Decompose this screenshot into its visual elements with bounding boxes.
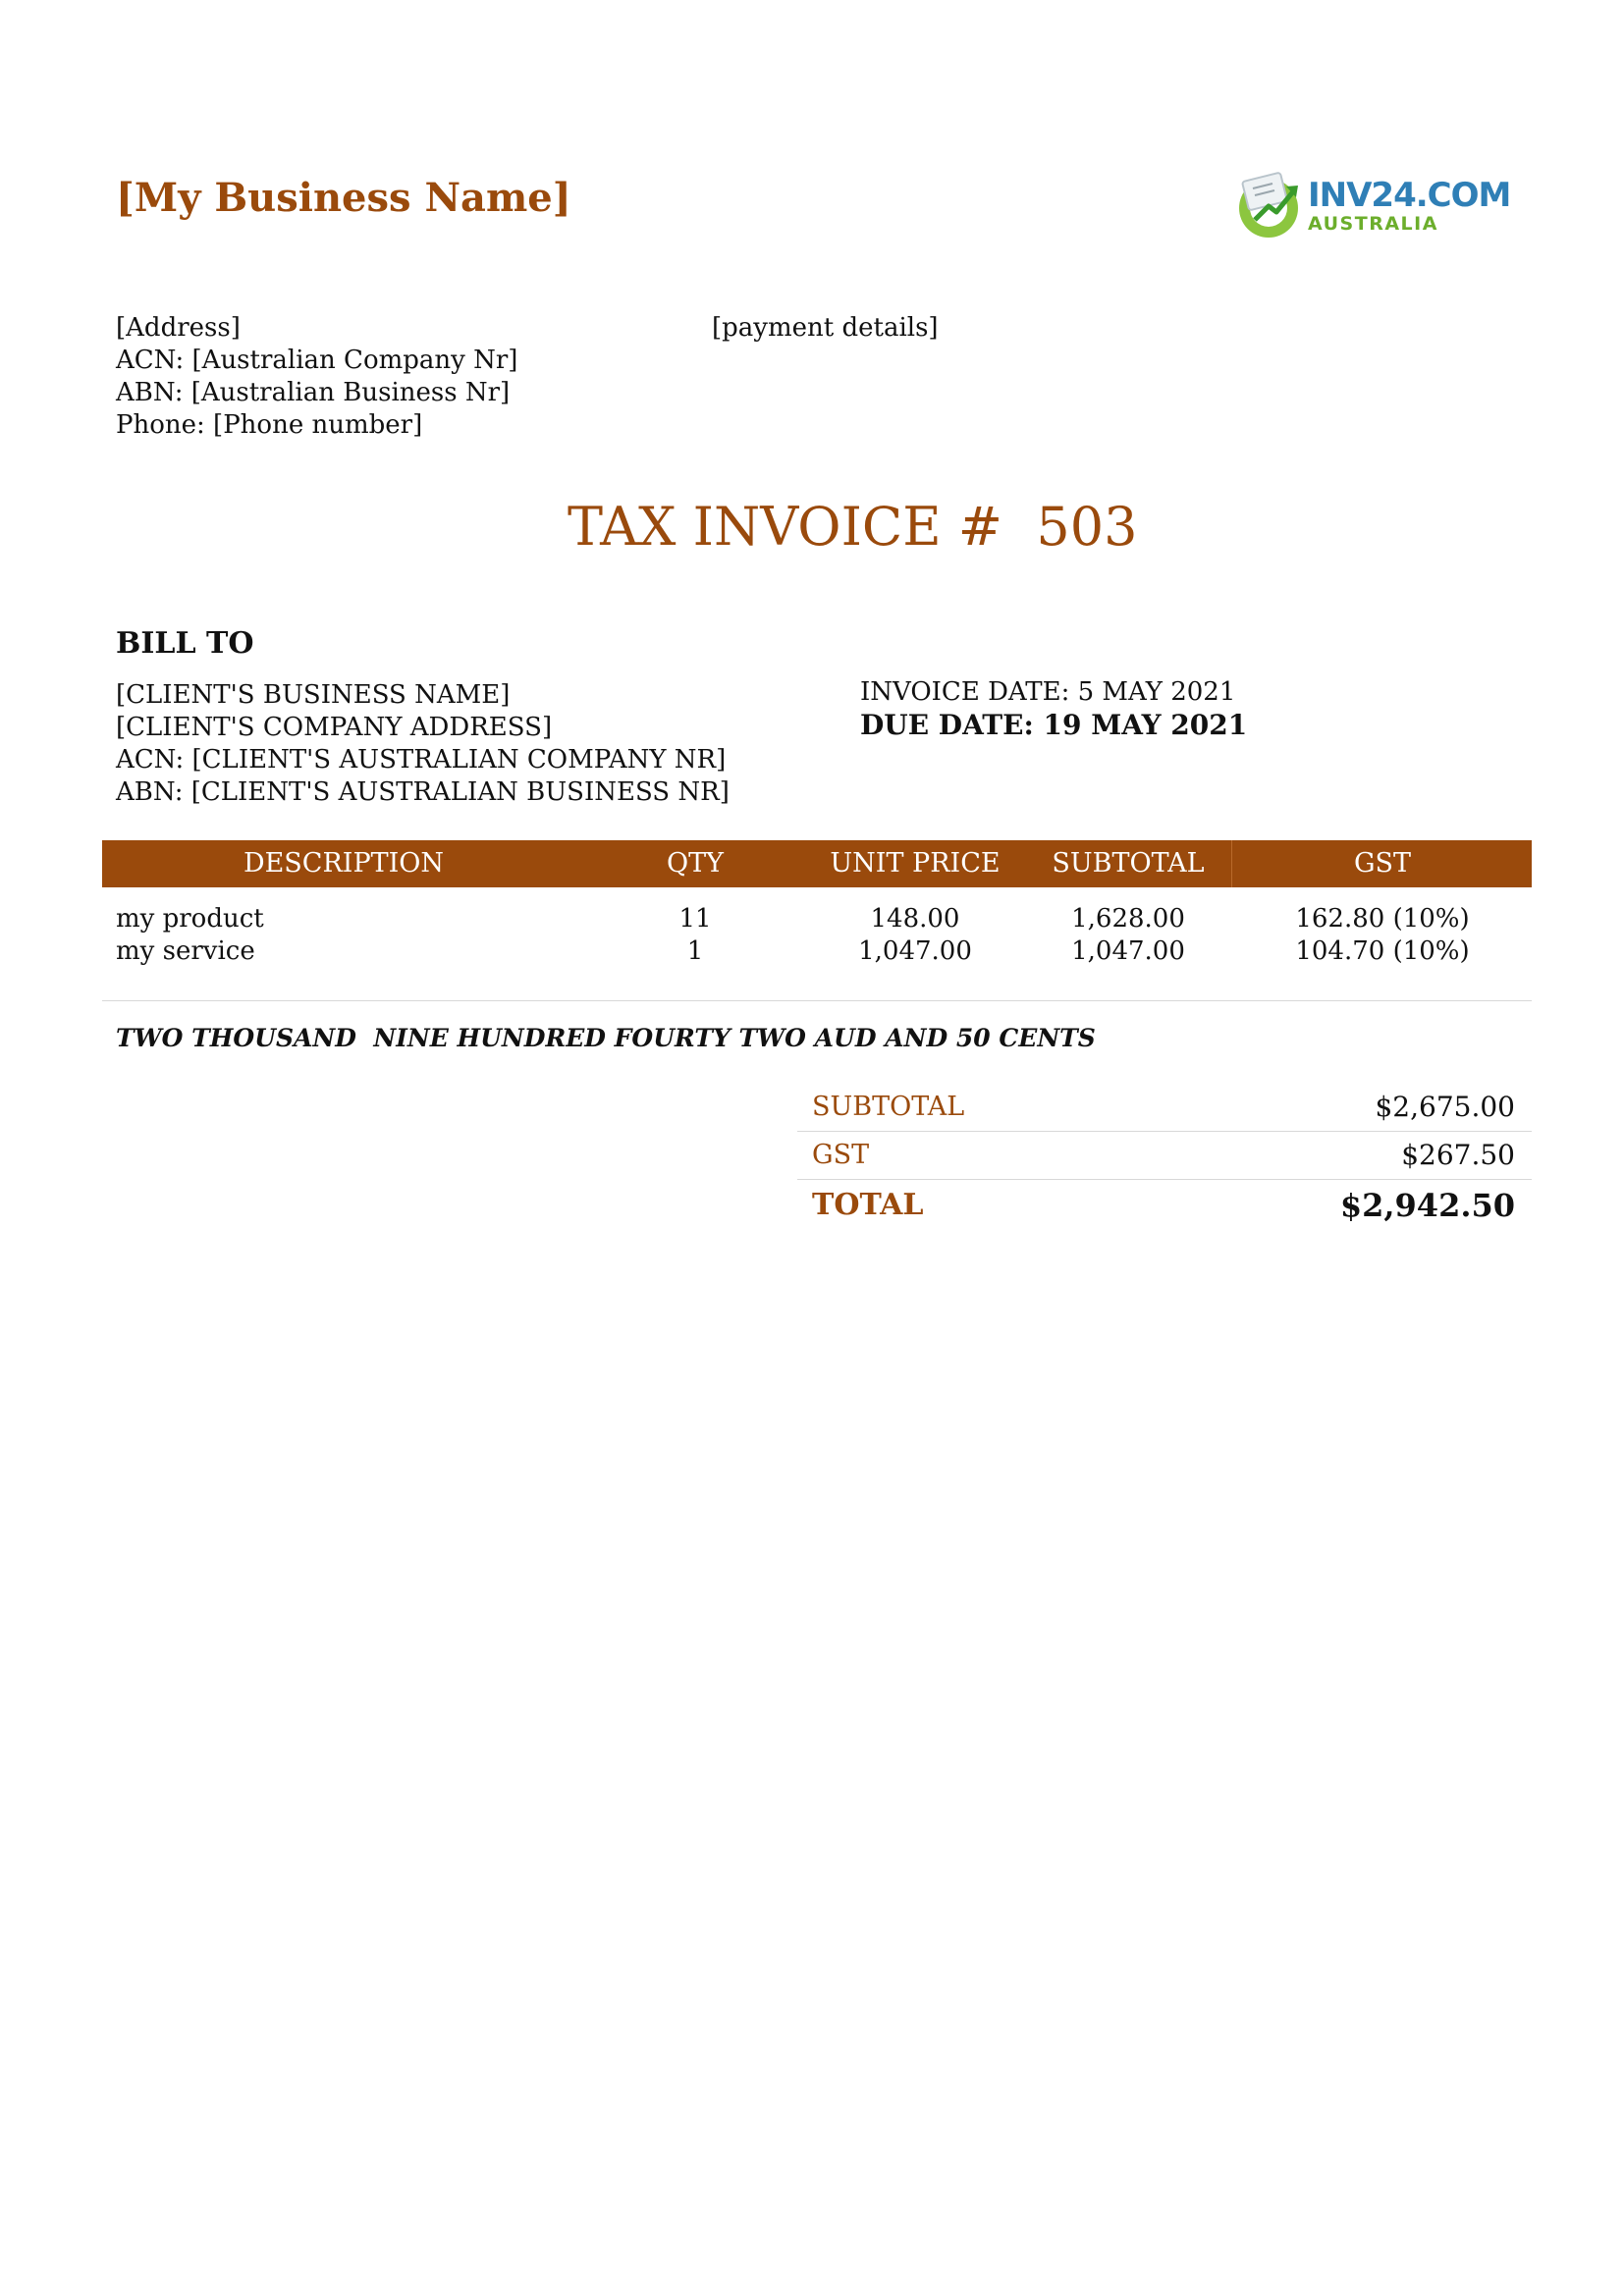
gst-label: GST [812,1140,870,1170]
total-label: TOTAL [812,1188,924,1222]
table-row [102,935,1532,968]
client-address: [CLIENT'S COMPANY ADDRESS] [116,713,553,742]
logo-sub-text: AUSTRALIA [1308,213,1438,235]
due-date: DUE DATE: 19 MAY 2021 [860,709,1248,741]
seller-details [116,312,517,442]
subtotal-label: SUBTOTAL [812,1092,965,1122]
row-description: my product [116,904,264,934]
client-business-name: [CLIENT'S BUSINESS NAME] [116,680,511,710]
invoice-growth-arrow-icon [1231,167,1306,245]
seller-phone: Phone: [Phone number] [116,410,423,440]
gst-row [797,1132,1532,1180]
row-unit-price: 148.00 [870,904,960,934]
column-divider [1231,840,1232,887]
client-details [116,679,730,809]
client-abn: ABN: [CLIENT'S AUSTRALIAN BUSINESS NR] [116,777,730,807]
row-qty: 11 [678,904,712,934]
subtotal-row [797,1084,1532,1132]
bill-to-heading: BILL TO [116,626,254,661]
business-name: [My Business Name] [116,175,571,221]
table-bottom-divider [102,1000,1532,1001]
total-value: $2,942.50 [1339,1187,1515,1224]
items-table-header [102,840,1532,887]
amount-in-words: TWO THOUSAND NINE HUNDRED FOURTY TWO AUD AND 50 CENTS [116,1024,1096,1052]
row-subtotal: 1,628.00 [1071,904,1185,934]
invoice-title: TAX INVOICE # 503 [568,496,1138,558]
seller-abn: ABN: [Australian Business Nr] [116,378,511,407]
column-header-unit-price: UNIT PRICE [830,848,1001,879]
row-gst: 104.70 (10%) [1295,936,1470,966]
payment-details: [payment details] [712,313,939,343]
gst-value: $267.50 [1401,1139,1515,1171]
subtotal-value: $2,675.00 [1375,1091,1515,1123]
seller-address: [Address] [116,313,241,343]
row-gst: 162.80 (10%) [1295,904,1470,934]
row-subtotal: 1,047.00 [1071,936,1185,966]
totals-summary [797,1084,1532,1231]
row-unit-price: 1,047.00 [858,936,972,966]
column-header-qty: QTY [667,848,724,879]
company-logo [1231,167,1511,245]
table-row [102,903,1532,935]
row-qty: 1 [686,936,704,966]
logo-main-text: INV24.COM [1308,176,1511,215]
client-acn: ACN: [CLIENT'S AUSTRALIAN COMPANY NR] [116,745,727,774]
column-header-description: DESCRIPTION [243,848,445,879]
column-header-subtotal: SUBTOTAL [1052,848,1205,879]
invoice-dates [860,675,1247,742]
seller-acn: ACN: [Australian Company Nr] [116,346,518,375]
logo-wordmark [1308,176,1511,235]
column-header-gst: GST [1353,848,1412,879]
total-row [797,1180,1532,1231]
row-description: my service [116,936,255,966]
invoice-date: INVOICE DATE: 5 MAY 2021 [860,677,1236,707]
